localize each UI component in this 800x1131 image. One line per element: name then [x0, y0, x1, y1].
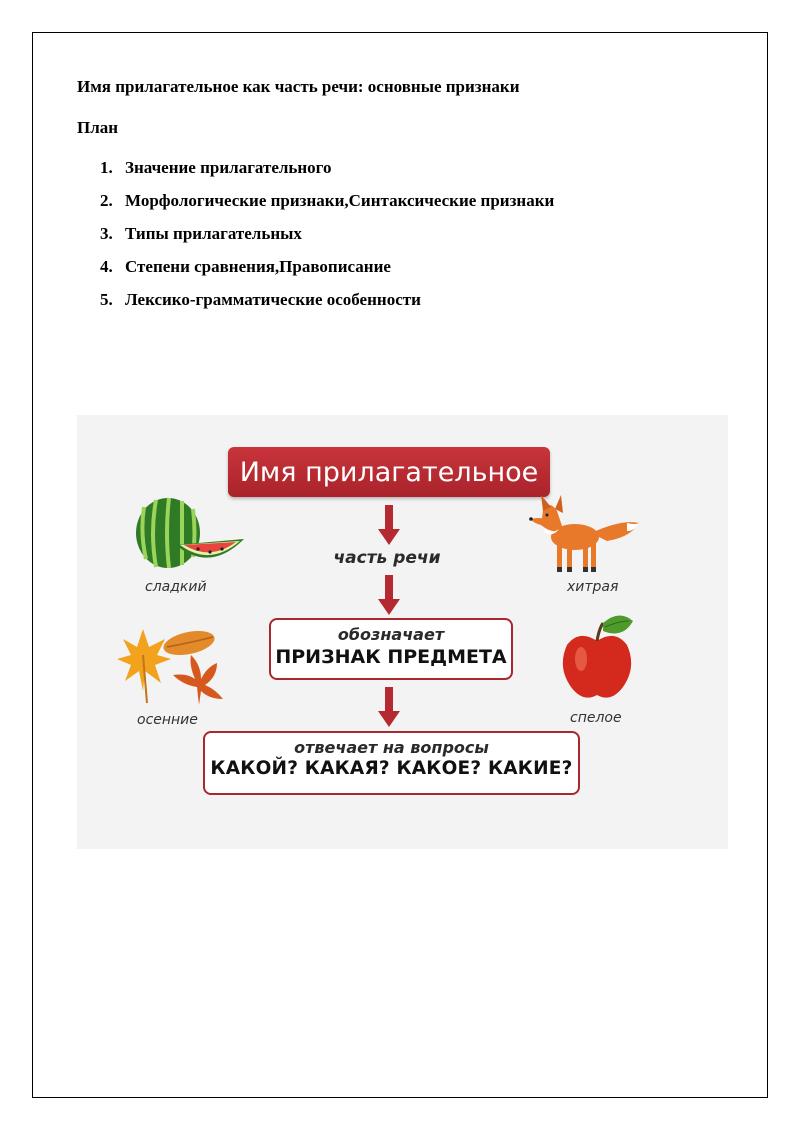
watermelon-icon: [132, 495, 247, 573]
list-item-text: Значение прилагательного: [125, 158, 332, 177]
apple-label: спелое: [570, 710, 622, 726]
apple-icon: [557, 611, 637, 703]
infographic-title: Имя прилагательное: [228, 447, 550, 497]
meaning-text: ПРИЗНАК ПРЕДМЕТА: [275, 646, 507, 668]
questions-text: КАКОЙ? КАКАЯ? КАКОЕ? КАКИЕ?: [210, 758, 573, 779]
meaning-box: [269, 618, 513, 680]
list-item-number: 3.: [100, 224, 113, 243]
plan-label: План: [77, 118, 119, 137]
down-arrow-icon: [378, 575, 400, 615]
list-item-text: Морфологические признаки,Синтаксические признаки: [125, 191, 555, 210]
fox-label: хитрая: [567, 579, 619, 595]
autumn-leaves-icon: [117, 625, 227, 710]
meaning-caption: обозначает: [337, 625, 445, 644]
list-item-text: Типы прилагательных: [125, 224, 302, 243]
questions-caption: отвечает на вопросы: [294, 738, 489, 757]
page-title: Имя прилагательное как часть речи: основные признаки: [77, 77, 520, 96]
questions-box: [203, 731, 580, 795]
list-item: [100, 157, 554, 190]
adjective-infographic: [77, 415, 728, 849]
list-item-number: 5.: [100, 290, 113, 309]
fox-icon: [527, 489, 642, 579]
down-arrow-icon: [378, 687, 400, 727]
list-item: [100, 289, 554, 322]
list-item-number: 2.: [100, 191, 113, 210]
watermelon-label: сладкий: [145, 579, 207, 595]
list-item-text: Лексико-грамматические особенности: [125, 290, 421, 309]
list-item-number: 4.: [100, 257, 113, 276]
list-item-number: 1.: [100, 158, 113, 177]
leaves-label: осенние: [137, 712, 198, 728]
step-part-of-speech: часть речи: [333, 548, 441, 568]
list-item: [100, 223, 554, 256]
list-item-text: Степени сравнения,Правописание: [125, 257, 391, 276]
list-item: [100, 190, 554, 223]
down-arrow-icon: [378, 505, 400, 545]
plan-list: [100, 157, 554, 322]
list-item: [100, 256, 554, 289]
